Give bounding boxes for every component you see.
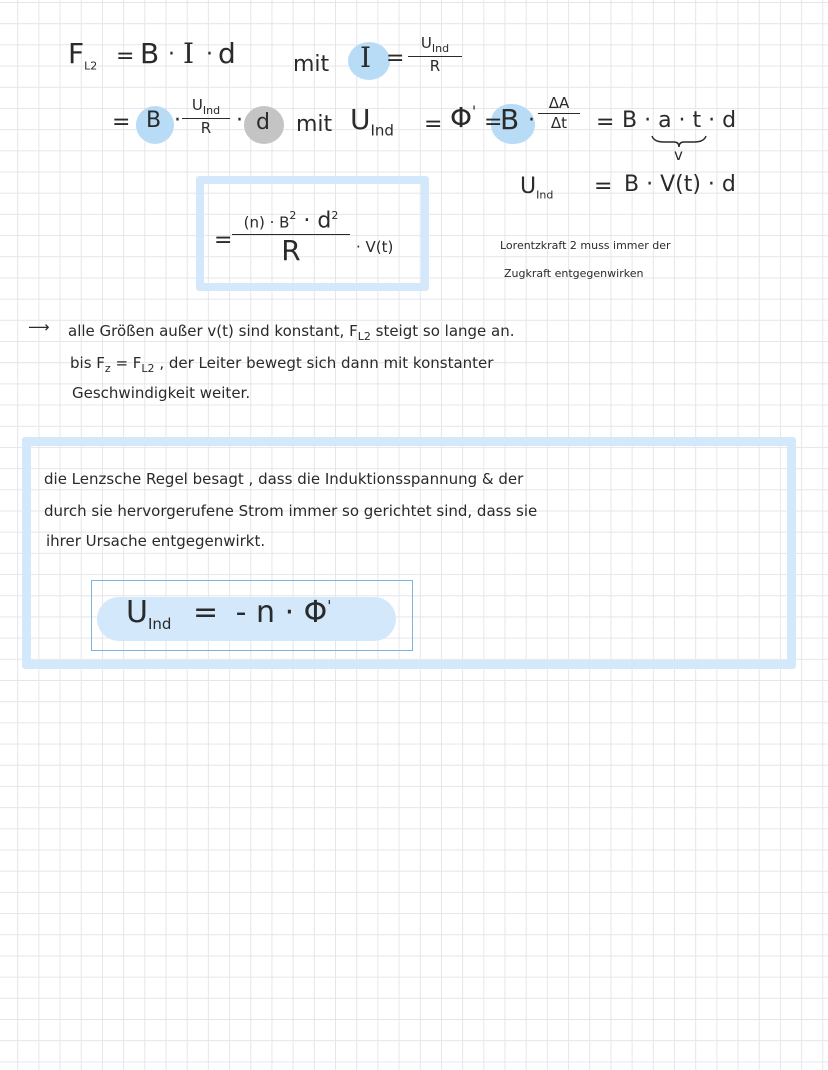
voltage-ind: $U_{Ind}$ [520, 174, 554, 202]
expression-b-v-d: B · V(t) · d [624, 172, 736, 197]
paragraph-line-3: Geschwindigkeit weiter. [72, 384, 251, 402]
dot: · [236, 108, 243, 133]
dot: · [168, 42, 175, 67]
word-mit: mit [293, 52, 330, 77]
equals-sign: = [386, 46, 405, 71]
dot: · [206, 42, 213, 67]
paragraph-line-1: alle Größen außer v(t) sind konstant, $F_{L2}$ steigt so lange an. [68, 322, 515, 343]
paragraph-line-2: bis $F_z = F_{L2}$ , der Leiter bewegt sich dann mit konstanter [70, 354, 494, 375]
dot: · [528, 108, 535, 133]
equals-sign: = [112, 110, 131, 135]
equals-sign: = [596, 110, 615, 135]
note-line-2: Zugkraft entgegenwirken [504, 267, 644, 280]
equals-sign: = [214, 228, 233, 253]
brace-label-v: v [674, 146, 683, 164]
dot: · [174, 108, 181, 133]
note-line-1: Lorentzkraft 2 muss immer der [500, 239, 671, 252]
equals-sign: = [424, 112, 443, 137]
equals-sign: = [116, 44, 135, 69]
symbol-B: B [140, 37, 160, 70]
equals-sign: = [484, 110, 503, 135]
symbol-I: I [360, 41, 372, 74]
fraction-delta: ΔA Δt [538, 96, 580, 131]
symbol-B: B [146, 108, 162, 133]
flux-derivative: Φ' [450, 101, 477, 134]
symbol-I: I [183, 37, 195, 70]
lenz-line-2: durch sie hervorgerufene Strom immer so gerichtet sind, dass sie [44, 502, 538, 520]
symbol-B: B [500, 103, 520, 136]
lenz-formula: $U_{Ind}$ = - n · Φ' [126, 595, 332, 633]
fraction-result: $(n) \cdot B^2 \cdot d^2$ R [232, 210, 350, 265]
equals-sign: = [594, 174, 613, 199]
arrow: ⟶ [28, 318, 50, 336]
expression-b-a-t-d: B · a · t · d [622, 108, 737, 133]
lenz-line-3: ihrer Ursache entgegenwirkt. [46, 532, 266, 550]
velocity-term: · V(t) [356, 238, 394, 256]
voltage-ind: $U_{Ind}$ [350, 103, 394, 140]
fraction-u-over-r: $U_{Ind}$ R [182, 98, 230, 136]
symbol-d: d [218, 37, 236, 70]
symbol-d: d [256, 110, 270, 135]
word-mit: mit [296, 112, 333, 137]
lenz-line-1: die Lenzsche Regel besagt , dass die Induktionsspannung & der [44, 470, 524, 488]
fraction-u-over-r: $U_{Ind}$ R [408, 36, 462, 74]
force-lorentz: $F_{L2}$ [68, 37, 98, 73]
